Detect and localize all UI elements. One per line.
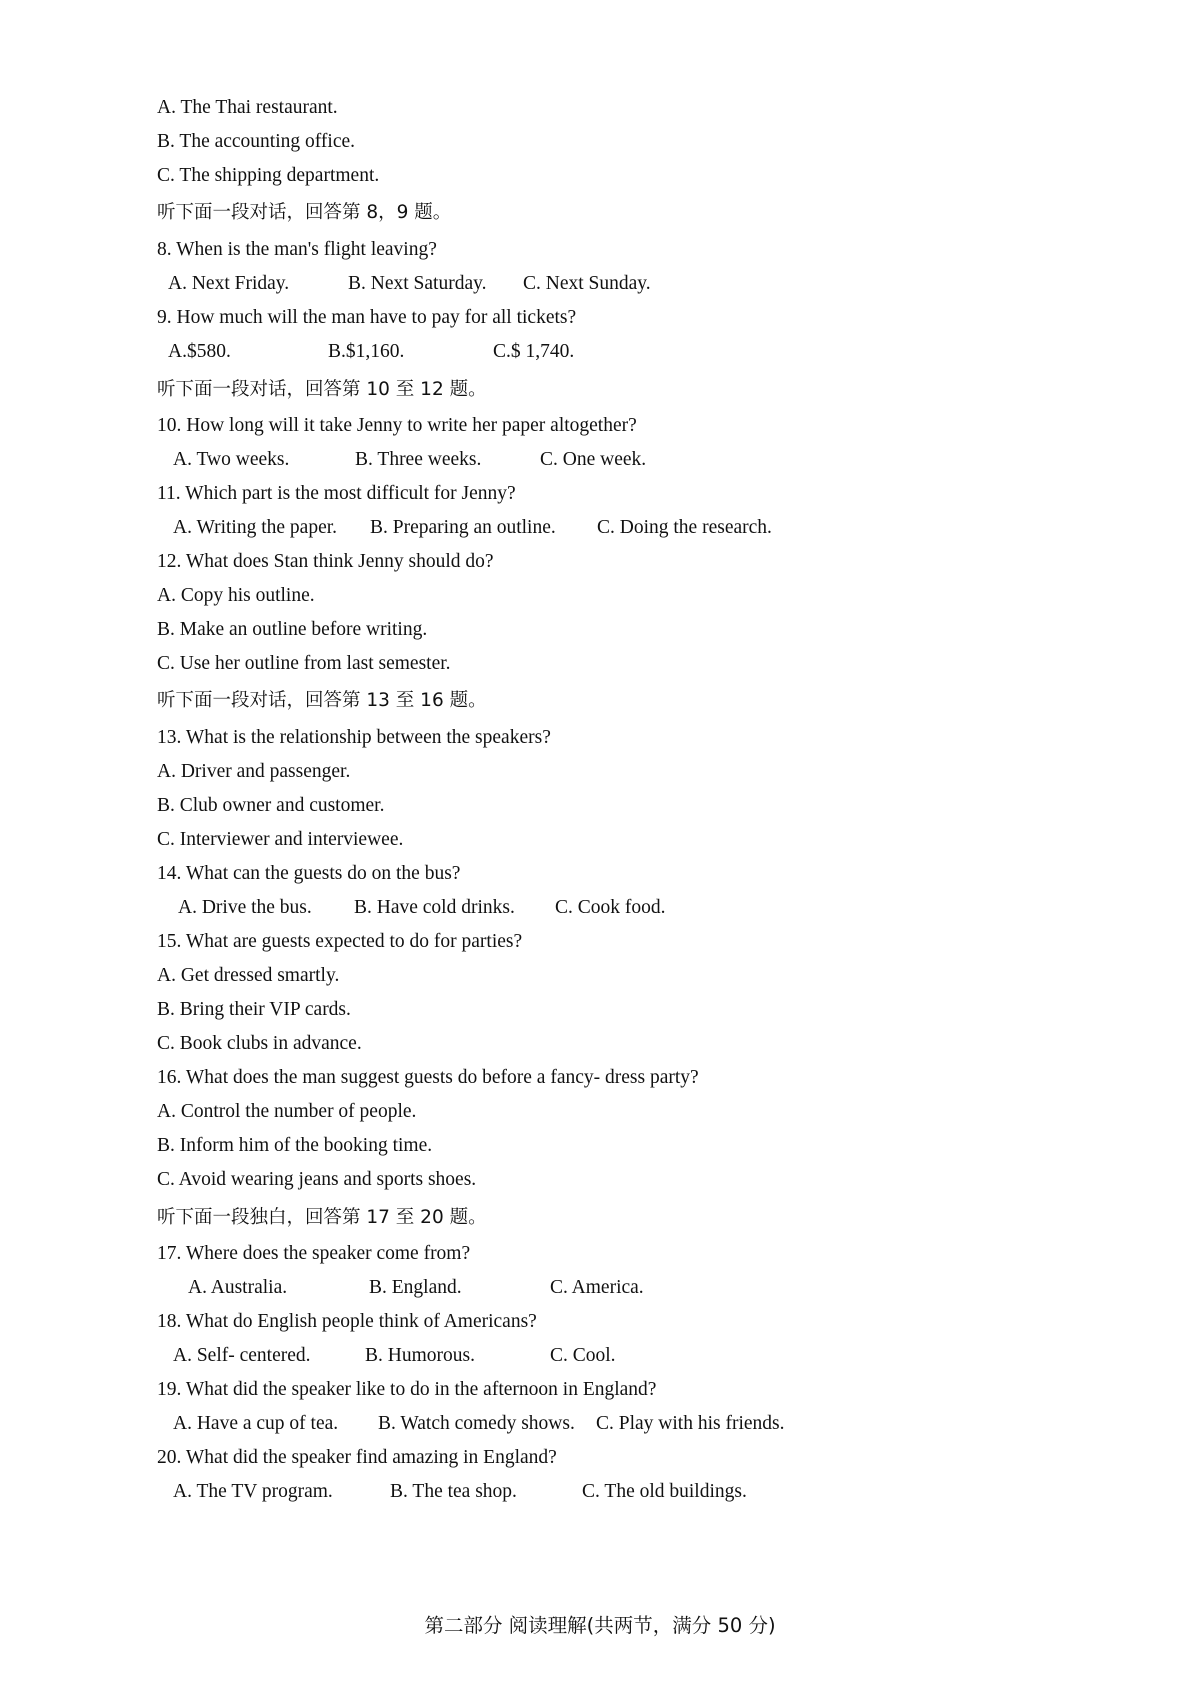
answer-option: A. Get dressed smartly.: [157, 965, 340, 986]
answer-option: B. England.: [369, 1277, 462, 1298]
question-text: 18. What do English people think of Americans?: [157, 1311, 537, 1332]
answer-option: A. Australia.: [188, 1277, 288, 1298]
answer-option: C.$ 1,740.: [493, 341, 575, 362]
answer-option: A. The Thai restaurant.: [157, 97, 338, 118]
section-instruction: 听下面一段对话，回答第 8，9 题。: [157, 202, 452, 223]
answer-option: A.$580.: [168, 341, 231, 362]
question-text: 10. How long will it take Jenny to write her paper altogether?: [157, 415, 637, 436]
answer-option: C. Doing the research.: [597, 517, 772, 538]
answer-option: C. Interviewer and interviewee.: [157, 829, 404, 850]
answer-option: A. The TV program.: [173, 1481, 333, 1502]
question-text: 14. What can the guests do on the bus?: [157, 863, 461, 884]
answer-option: B. Make an outline before writing.: [157, 619, 428, 640]
answer-option: A. Self- centered.: [173, 1345, 311, 1366]
question-text: 12. What does Stan think Jenny should do?: [157, 551, 494, 572]
question-text: 16. What does the man suggest guests do before a fancy- dress party?: [157, 1067, 699, 1088]
answer-option: B. Watch comedy shows.: [378, 1413, 575, 1434]
answer-option: C. The shipping department.: [157, 165, 380, 186]
question-text: 15. What are guests expected to do for parties?: [157, 931, 523, 952]
question-text: 13. What is the relationship between the speakers?: [157, 727, 551, 748]
answer-option: A. Writing the paper.: [173, 517, 338, 538]
answer-option: B. Inform him of the booking time.: [157, 1135, 433, 1156]
answer-option: C. Use her outline from last semester.: [157, 653, 451, 674]
answer-option: A. Two weeks.: [173, 449, 290, 470]
answer-option: C. Cook food.: [555, 897, 666, 918]
question-text: 11. Which part is the most difficult for Jenny?: [157, 483, 516, 504]
answer-option: B. Humorous.: [365, 1345, 475, 1366]
section-heading: 第二部分 阅读理解(共两节，满分 50 分): [424, 1614, 776, 1637]
section-instruction: 听下面一段对话，回答第 10 至 12 题。: [157, 379, 487, 400]
question-text: 9. How much will the man have to pay for all tickets?: [157, 307, 577, 328]
answer-option: C. One week.: [540, 449, 647, 470]
question-text: 8. When is the man's flight leaving?: [157, 239, 437, 260]
answer-option: C. Cool.: [550, 1345, 616, 1366]
section-instruction: 听下面一段独白，回答第 17 至 20 题。: [157, 1207, 487, 1228]
answer-option: B. Club owner and customer.: [157, 795, 385, 816]
answer-option: B. Have cold drinks.: [354, 897, 515, 918]
answer-option: A. Have a cup of tea.: [173, 1413, 339, 1434]
answer-option: A. Copy his outline.: [157, 585, 315, 606]
answer-option: C. The old buildings.: [582, 1481, 747, 1502]
answer-option: A. Drive the bus.: [178, 897, 312, 918]
answer-option: B. Bring their VIP cards.: [157, 999, 351, 1020]
answer-option: A. Next Friday.: [168, 273, 290, 294]
answer-option: C. Book clubs in advance.: [157, 1033, 362, 1054]
answer-option: B. Next Saturday.: [348, 273, 487, 294]
question-text: 17. Where does the speaker come from?: [157, 1243, 471, 1264]
section-instruction: 听下面一段对话，回答第 13 至 16 题。: [157, 690, 487, 711]
question-text: 20. What did the speaker find amazing in England?: [157, 1447, 557, 1468]
answer-option: C. Avoid wearing jeans and sports shoes.: [157, 1169, 477, 1190]
answer-option: A. Control the number of people.: [157, 1101, 417, 1122]
answer-option: C. Next Sunday.: [523, 273, 651, 294]
answer-option: B.$1,160.: [328, 341, 405, 362]
answer-option: A. Driver and passenger.: [157, 761, 351, 782]
answer-option: B. The accounting office.: [157, 131, 356, 152]
question-text: 19. What did the speaker like to do in the afternoon in England?: [157, 1379, 657, 1400]
answer-option: B. Preparing an outline.: [370, 517, 556, 538]
answer-option: C. Play with his friends.: [596, 1413, 785, 1434]
answer-option: B. Three weeks.: [355, 449, 482, 470]
answer-option: B. The tea shop.: [390, 1481, 517, 1502]
answer-option: C. America.: [550, 1277, 644, 1298]
